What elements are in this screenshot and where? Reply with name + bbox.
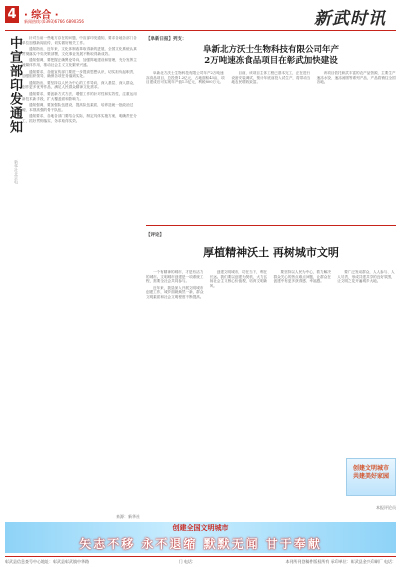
left-paragraph: 通知要求，要创新方式方法，增强工作的针对性和实效性，注重运用新技术新手段，扩大覆盖面和影响力。: [22, 91, 137, 101]
top-paragraph: 该项目依托彰武丰富的农产品资源，主要生产速冻水饺、速冻汤圆等系列产品，产品将销往全国各地。: [316, 71, 396, 85]
banner-top: 创建全国文明城市: [172, 524, 229, 532]
left-paragraph: 通知要求，各地各部门要结合实际，制定具体实施方案，明确责任分工，抓好贯彻落实，务求取得实效。: [22, 114, 137, 123]
left-paragraph: 通知指出，要坚持以人民为中心的工作导向，深入基层、深入群众，创作更多优秀作品，满足人民群众精神文化需求。: [22, 80, 137, 90]
left-article-title: 中宣部印发通知: [7, 36, 22, 134]
commentary-title: 厚植精神沃土 再树城市文明: [203, 246, 339, 259]
top-article-tag: 【阜新日报】列支：: [146, 37, 187, 42]
commentary-paragraph: 要坚持以人民为中心，着力解决群众关心的热点难点问题，让群众在创建中有更多获得感、幸福感。: [273, 270, 331, 284]
left-article-subtitle: 新华社北京电: [14, 160, 19, 184]
commentary-paragraph: 创建文明城市，功在当下，利在长远。我们要以创建为契机，大力弘扬社会主义核心价值观，培育文明新风。: [209, 270, 268, 288]
civilization-poster: [346, 458, 396, 496]
masthead: 新武时讯: [314, 9, 386, 29]
left-article-body: [22, 36, 140, 516]
section-divider: [146, 225, 396, 226]
top-paragraph: 阜新北方沃士生物科技有限公司年产2万吨速冻食品项目，总投资1.2亿元，占地面积43亩，项目建成后可实现年产值1.5亿元，利税800万元。: [146, 71, 225, 85]
banner-slogan: 矢志不移 永不退缩 默默无闻 甘于奉献: [79, 537, 322, 551]
page-footer: [5, 556, 396, 565]
poster-line1: 创建文明城市: [352, 465, 389, 472]
top-article-body: [146, 71, 396, 211]
commentary-author: 本报评论员: [376, 505, 396, 510]
commentary-body: [146, 270, 396, 475]
commentary-paragraph: 一个有精神的城市，才是有活力的城市。文明城市创建是一项系统工程，需要全社会共同参与。: [146, 270, 204, 284]
section-title: · 综合 ·: [24, 10, 59, 21]
commentary-tag: 【评论】: [146, 233, 164, 238]
page-number: 4: [5, 6, 19, 23]
left-paragraph: 通知强调，要把握正确舆论导向，加强阵地建设和管理，充分发挥主流媒体作用，推动社会主义文化繁荣兴盛。: [22, 58, 137, 67]
left-paragraph: 针对当前一些地方存在的问题，中宣部印发通知，要求各地各部门各单位加强新闻宣传，切实做好相关工作。: [22, 36, 137, 45]
left-paragraph: 通知要求，各级宣传部门要进一步提高思想认识，切实担负起职责，加强组织领导，确保各项任务落到实处。: [22, 69, 137, 79]
footer-left: 彰武县信息查号中心地址：彰武县彰武镇中华路: [5, 559, 89, 564]
footer-mid: 门 电话：: [178, 559, 196, 564]
top-article-title-line2: 2万吨速冻食品项目在彰武加快建设: [204, 56, 338, 66]
header-rule: [5, 30, 396, 31]
page-header: [0, 0, 400, 30]
header-meta: 新闻热线:(0393)6766 6890356: [24, 19, 84, 24]
slogan-banner: [5, 522, 396, 553]
top-paragraph: 目前，该项目主体工程已基本完工，正在进行设备安装调试，预计年底前投入试生产，将带动当地农民增收致富。: [231, 71, 311, 85]
poster-line2: 共建美好家园: [352, 473, 389, 480]
commentary-heading: [146, 230, 396, 260]
left-paragraph: 通知指出，近年来，文化体制改革取得新的进展，全国文化系统认真贯彻落实中央决策部署，文化事业发展不断取得新成效。: [22, 47, 137, 56]
left-article-author: 来源：新华社: [116, 514, 140, 519]
top-article-title-line1: 阜新北方沃士生物科技有限公司年产: [202, 45, 339, 55]
commentary-paragraph: 要广泛发动群众，人人参与、人人尽责，形成共建共享的良好氛围，让文明之花开遍城乡大地。: [337, 270, 395, 284]
top-article: [146, 36, 396, 226]
commentary-paragraph: 近年来，我县深入开展文明城市创建工作，城乡面貌焕然一新，群众文明素质和社会文明程度不断提高。: [146, 285, 204, 299]
left-article-title-box: [5, 36, 22, 154]
left-paragraph: 通知强调，要加强队伍建设，提高队伍素质，培养造就一批政治过硬、本领高强的骨干队伍。: [22, 103, 134, 112]
footer-right: 本刊所刊登稿件版权所有 承印单位：彰武县金兴印刷厂 电话：: [285, 559, 396, 564]
